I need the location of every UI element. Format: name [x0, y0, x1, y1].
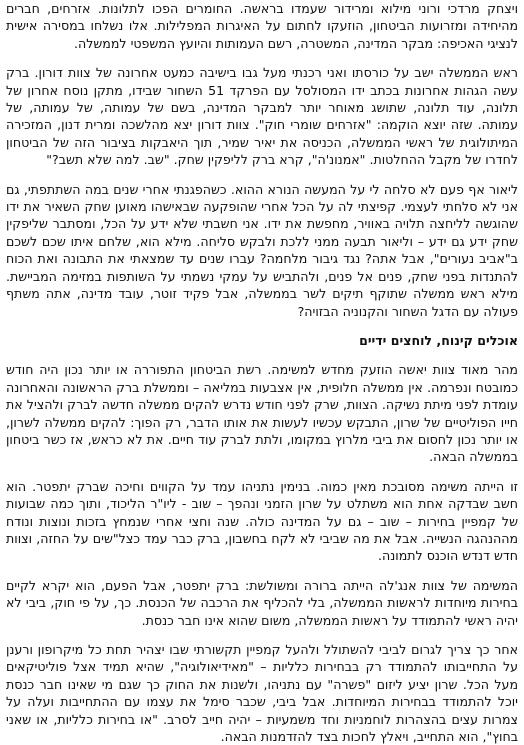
paragraph-complex-mission: זו הייתה משימה מסובכת מאין כמוה. בנימין נתניהו עמד על הקווים וחיכה שברק יתפטר. הוא חשב שבדקה אחת הוא משתלט על שרון הזמני ונהפך – שוב - ליו"ר הליכוד, ותוך כמה שבועות של קמפיין בחירות – שוב – גם על המדינה כולה. שנה וחצי אחרי שנמחץ בזכות ונוצות ונודח מההנהגה הנשייה. אבל את מה שביבי לא לקח בחשבון, ברק כבר עמד כצל"שים על החזה, וצוות חדש דנדש הוכנס לתמונה. [6, 478, 518, 564]
paragraph-apology: ליאור אף פעם לא סלחה לי על המעשה הנורא ההוא. כשהפגנתי אחרי שנים במה השתתפתי, גם אני לא סלחתי לעצמי. קפיצתי לה על הכל אחרי שהופקעה שבאישהו מאוען שחק השאיר את ידו שהוגשה לליחצה תלויה באוויר, מחפשת את ידו. אני חשבתי שלא ידע על הכל, ומסתבר שליפקין שחק ידע גם ידע – וליאור תבעה ממני ללכת ולבקש סליחה. מילא הוא, שלחם איתו שכם לשכם ב"אביב נעורים", אבל אתה? נגד גיבור מלחמה? עברו שנים עד שמצאתי את התבונה ואת הכוח להתנדות בפני שחק, פנים אל פנים, ולהתביש על עמקי נשמתי על השותפות במזימה המביישת. מילא ראש ממשלה שתוקף תיקים לשר בממשלה, אבל פקיד זוטר, עובד מדינה, אתה משתף פעולה עם הדגל השחור והקנוניה הבזויה? [6, 181, 518, 319]
paragraph-campaign: אחר כך צריך לגרום לביבי להשתולל ולהעל קמפיין תקשורתי שבו יצהיר תחת כל מיקרופון ורענן על התחייבותו להתמודד רק בבחירות כלליות – "מאידיאולוגיה", שהיא תמיד אצל פוליטיקאים מעל הכל. שרון יציע ליזום "פשרה" עם נתניהו, ולשנות את החוק כך שגם מי שאינו חבר כנסת יוכל להתמודד בבחירות המיוחדות. אבל ביבי, שכבר סימל את עצמו עם ההתחייבות ועלה על צמרות עצים בהצהרות לוחמניות וחד משמעיות – יהיה חייב לסרב. "או בחירות כלליות, או שאני בחוץ", הוא התחייב, ויאלץ לחכות בצד להזדמנות הבאה. [6, 642, 518, 745]
paragraph-cabinet-meeting: ראש הממשלה ישב על כורסתו ואני רכנתי מעל גבו בישיבה כמעט אחרונה של צוות דורון. ברק עשה הגהות אחרונות בכתב ידו המסולסל עם הפרקד 51 השחור שבידו, מתקן נוסח אחרון של תלונה, עוד תלונה, שתושג מאוחר יותר למבקר המדינה, בשם של עמותה, של עמותה, של עמותה. שזה יוצא הוקמה: "אזרחים שומרי חוק". צוות דורון יצא מהלשכה ומרית דנון, המזכירה המיתולוגית של ראשי הממשלה, הכניסה את יאיר שמיר, תוך היאבקות בציבור הזה של הביטחון לחדרו של מקבל ההחלטות. "אמנונ'ה", קרא ברק לליפקין שחק. "שב. למה שלא תשב?" [6, 65, 518, 168]
paragraph-team-mission: מהר מאוד צוות יאשה הוזעק מחדש למשימה. רשת הביטחון התפוררה או יותר נכון היה חודש כמובטח ונפרמה. אין ממשלה חלופית, אין אצבעות במליאה – וממשלת ברק הראשונה והאחרונה עומדת לפני מיתת נשיקה. הצוות, שרק לפני חודש נדרש להקים ממשלה חדשה לברק ולהציל את חייו הפוליטיים של שרון, התבקש עכשיו לעשות את אותו הדבר, רק הפוך: להקים ממשלה לשרון, או יותר נכון לחסום את ביבי מלרוץ במקומו, ולתת לברק עוד חיים. את לא כראש, אז כשר ביטחון בממשלה הבאה. [6, 362, 518, 465]
section-heading: אוכלים קינוח, לוחצים ידיים [359, 332, 518, 348]
intro-paragraph: ויצחק מרדכי ורוני מילוא ומרידור שעמדו בראשה. החומרים הפכו לתלונות. אזרחים, חברים מהיחידה ומזרועות הביטחון, הוזעקו לחתום על האיגרות המפלילות. אלו נשלחו במסירה אישית לנציגי האכיפה: מבקר המדינה, המשטרה, רשם העמותות והיועץ המשפטי לממשלה. [6, 1, 518, 51]
paragraph-angela-team: המשימה של צוות אנג'לה הייתה ברורה ומשולשת: ברק יתפטר, אבל הפעם, הוא יקרא לקיים בחירות מיוחדות לראשות הממשלה, בלי להכליף את הרכבה של הכנסת. כך, על פי חוק, ביבי לא יהיה ראשי להתמודד על ראשות הממשלה, משום שהוא אינו חבר כנסת. [6, 577, 518, 628]
